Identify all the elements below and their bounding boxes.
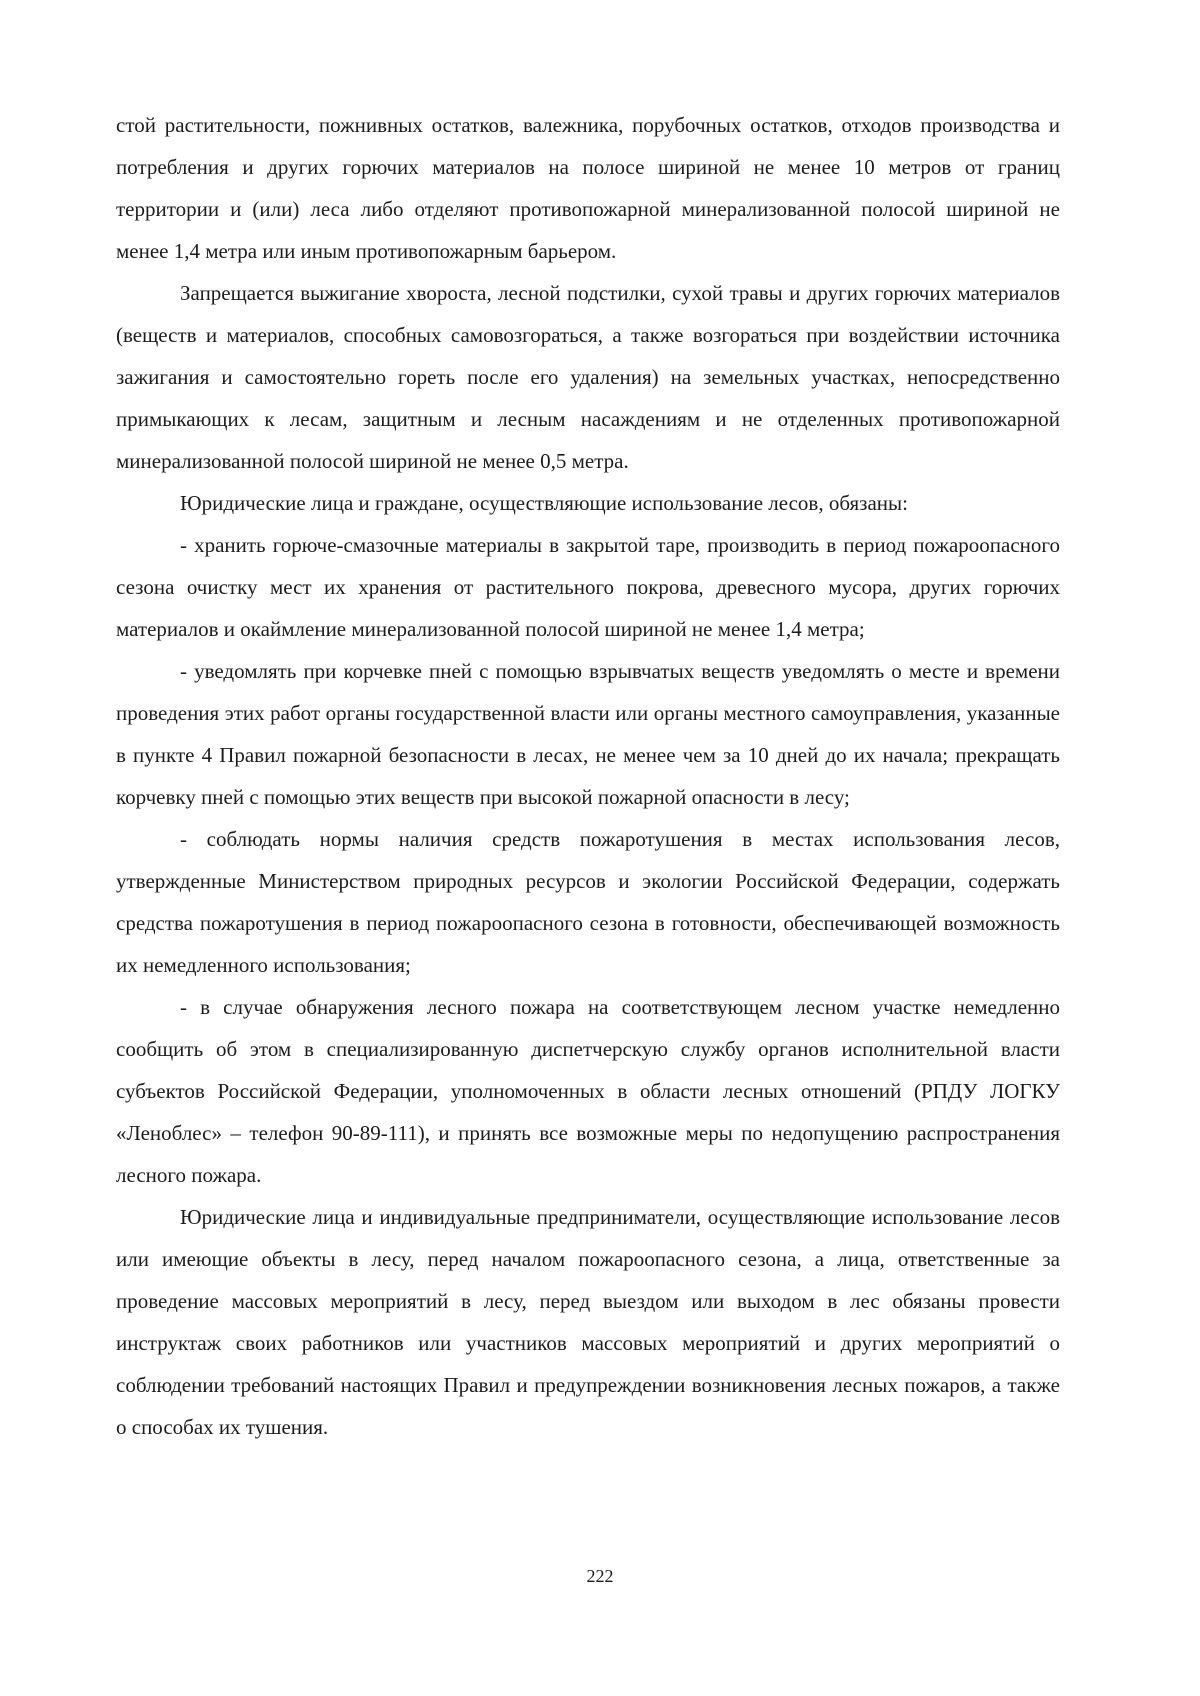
page-number: 222 [586, 1566, 614, 1586]
paragraph-obligations-intro: Юридические лица и граждане, осуществляющие использование лесов, обязаны: [180, 491, 908, 515]
paragraph-continuation: стой растительности, пожнивных остатков, валежника, порубочных остатков, отходов производства и потребления и других горючих материалов на полосе шириной не менее 10 метров от границ территории и (или) леса либо отделяют противопожарной минерализованной полосой шириной не менее 1,4 метра или иным противопожарным барьером. [116, 113, 1060, 263]
list-item-fire-report: - в случае обнаружения лесного пожара на соответствующем лесном участке немедленно сообщить об этом в специализированную диспетчерскую службу органов исполнительной власти субъектов Российской Федерации, уполномоченных в области лесных отношений (РПДУ ЛОГКУ «Леноблес» – телефон 90-89-111), и принять все возможные меры по недопущению распространения лесного пожара. [116, 995, 1060, 1187]
document-body [116, 104, 1060, 1448]
paragraph-briefing: Юридические лица и индивидуальные предприниматели, осуществляющие использование лесов или имеющие объекты в лесу, перед началом пожароопасного сезона, а лица, ответственные за проведение массовых мероприятий в лесу, перед выездом или выходом в лес обязаны провести инструктаж своих работников или участников массовых мероприятий и других мероприятий о соблюдении требований настоящих Правил и предупреждении возникновения лесных пожаров, а также о способах их тушения. [116, 1205, 1060, 1439]
list-item-firefighting-means: - соблюдать нормы наличия средств пожаротушения в местах использования лесов, утвержденные Министерством природных ресурсов и экологии Российской Федерации, содержать средства пожаротушения в период пожароопасного сезона в готовности, обеспечивающей возможность их немедленного использования; [116, 827, 1060, 977]
list-item-stump-uprooting: - уведомлять при корчевке пней с помощью взрывчатых веществ уведомлять о месте и времени проведения этих работ органы государственной власти или органы местного самоуправления, указанные в пункте 4 Правил пожарной безопасности в лесах, не менее чем за 10 дней до их начала; прекращать корчевку пней с помощью этих веществ при высокой пожарной опасности в лесу; [116, 659, 1060, 809]
paragraph-burning-ban: Запрещается выжигание хвороста, лесной подстилки, сухой травы и других горючих материалов (веществ и материалов, способных самовозгораться, а также возгораться при воздействии источника зажигания и самостоятельно гореть после его удаления) на земельных участках, непосредственно примыкающих к лесам, защитным и лесным насаждениям и не отделенных противопожарной минерализованной полосой шириной не менее 0,5 метра. [116, 281, 1060, 473]
list-item-fuel-storage: - хранить горюче-смазочные материалы в закрытой таре, производить в период пожароопасного сезона очистку мест их хранения от растительного покрова, древесного мусора, других горючих материалов и окаймление минерализованной полосой шириной не менее 1,4 метра; [116, 533, 1060, 641]
